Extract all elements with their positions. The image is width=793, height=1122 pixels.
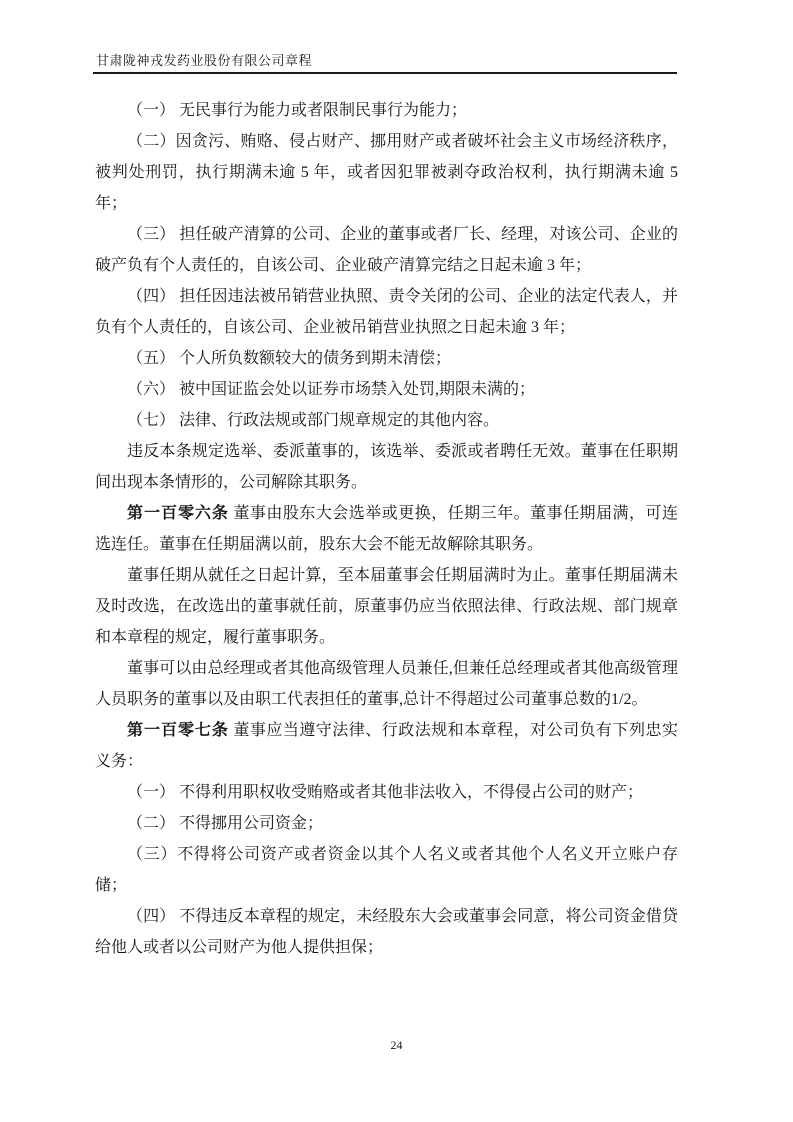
paragraph: 违反本条规定选举、委派董事的，该选举、委派或者聘任无效。董事在任职期间出现本条情形的，公司解除其职务。: [95, 443, 678, 491]
paragraph: （五） 个人所负数额较大的债务到期未清偿；: [127, 350, 452, 367]
paragraph: （七） 法律、行政法规或部门规章规定的其他内容。: [127, 412, 500, 429]
page-footer: [0, 1036, 793, 1054]
paragraph: （一） 无民事行为能力或者限制民事行为能力；: [127, 102, 468, 119]
article-number: 第一百零六条: [127, 505, 229, 522]
paragraph: 董事任期从就任之日起计算，至本届董事会任期届满时为止。董事任期届满未及时改选，在改选出的董事就任前，原董事仍应当依照法律、行政法规、部门规章和本章程的规定，履行董事职务。: [95, 567, 678, 646]
paragraph: 董事可以由总经理或者其他高级管理人员兼任,但兼任总经理或者其他高级管理人员职务的董事以及由职工代表担任的董事,总计不得超过公司董事总数的1/2。: [95, 660, 678, 708]
article-number: 第一百零七条: [127, 722, 229, 739]
paragraph: （四） 担任因违法被吊销营业执照、责令关闭的公司、企业的法定代表人，并负有个人责任的，自该公司、企业被吊销营业执照之日起未逾 3 年；: [95, 288, 678, 336]
paragraph: （三） 担任破产清算的公司、企业的董事或者厂长、经理，对该公司、企业的破产负有个人责任的，自该公司、企业破产清算完结之日起未逾 3 年；: [95, 226, 678, 274]
page-number: 24: [390, 1038, 403, 1052]
document-body: [95, 95, 678, 963]
header-rule: [93, 72, 677, 74]
paragraph: 第一百零七条 董事应当遵守法律、行政法规和本章程，对公司负有下列忠实义务：: [95, 722, 678, 770]
paragraph: （一） 不得利用职权收受贿赂或者其他非法收入，不得侵占公司的财产；: [127, 784, 644, 801]
paragraph: （二）因贪污、贿赂、侵占财产、挪用财产或者破坏社会主义市场经济秩序，被判处刑罚，执行期满未逾 5 年，或者因犯罪被剥夺政治权利，执行期满未逾 5 年；: [95, 133, 678, 212]
paragraph: （四） 不得违反本章程的规定，未经股东大会或董事会同意，将公司资金借贷给他人或者以公司财产为他人提供担保；: [95, 908, 678, 956]
paragraph: 第一百零六条 董事由股东大会选举或更换，任期三年。董事任期届满，可连选连任。董事在任期届满以前，股东大会不能无故解除其职务。: [95, 505, 678, 553]
page-header: [93, 52, 677, 74]
header-title: 甘肃陇神戎发药业股份有限公司章程: [96, 53, 313, 68]
paragraph: （六） 被中国证监会处以证券市场禁入处罚,期限未满的；: [127, 381, 536, 398]
paragraph: （三）不得将公司资产或者资金以其个人名义或者其他个人名义开立账户存储；: [95, 846, 678, 894]
paragraph: （二） 不得挪用公司资金；: [127, 815, 324, 832]
